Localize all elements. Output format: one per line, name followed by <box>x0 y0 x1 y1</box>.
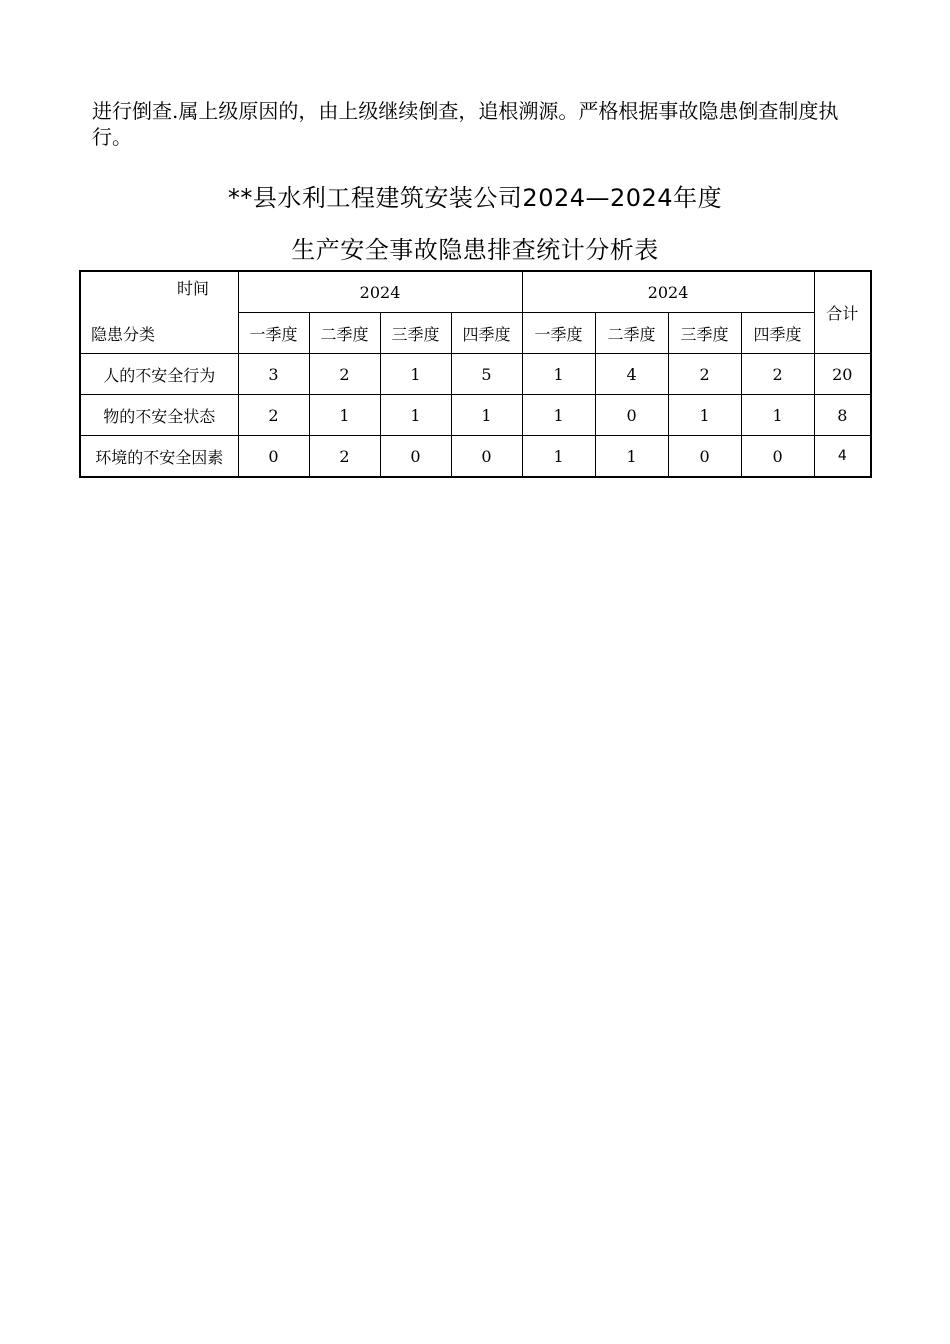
table-cell: 4 <box>595 354 668 395</box>
quarter-header: 二季度 <box>595 313 668 354</box>
table-cell: 1 <box>595 436 668 478</box>
hazard-statistics-table <box>79 270 872 478</box>
table-cell: 1 <box>522 395 595 436</box>
table-cell: 0 <box>380 436 451 478</box>
corner-category-label: 隐患分类 <box>91 325 156 344</box>
row-total-cell: 4 <box>814 436 871 478</box>
table-cell: 0 <box>668 436 741 478</box>
table-cell: 2 <box>741 354 814 395</box>
corner-time-label: 时间 <box>177 279 210 298</box>
table-cell: 1 <box>668 395 741 436</box>
table-cell: 0 <box>238 436 309 478</box>
table-cell: 2 <box>668 354 741 395</box>
quarter-header: 二季度 <box>309 313 380 354</box>
table-cell: 1 <box>741 395 814 436</box>
table-cell: 0 <box>595 395 668 436</box>
intro-paragraph: 进行倒查.属上级原因的，由上级继续倒查，追根溯源。严格根据事故隐患倒查制度执行。 <box>92 99 839 149</box>
table-cell: 5 <box>451 354 522 395</box>
table-header-row-years <box>80 271 871 313</box>
year-group-header: 2024 <box>522 271 814 313</box>
table-cell: 1 <box>522 436 595 478</box>
report-title-line2: 生产安全事故隐患排查统计分析表 <box>291 236 659 264</box>
year-group-header: 2024 <box>238 271 522 313</box>
table-cell: 2 <box>238 395 309 436</box>
row-category-label: 环境的不安全因素 <box>80 436 238 478</box>
row-category-label: 物的不安全状态 <box>80 395 238 436</box>
table-cell: 1 <box>451 395 522 436</box>
table-row <box>80 436 871 478</box>
quarter-header: 四季度 <box>741 313 814 354</box>
table-cell: 0 <box>741 436 814 478</box>
row-total-cell: 20 <box>814 354 871 395</box>
quarter-header: 三季度 <box>668 313 741 354</box>
table-cell: 1 <box>309 395 380 436</box>
table-row <box>80 354 871 395</box>
quarter-header: 一季度 <box>522 313 595 354</box>
table-row <box>80 395 871 436</box>
quarter-header: 四季度 <box>451 313 522 354</box>
total-column-header: 合计 <box>814 271 871 354</box>
table-cell: 0 <box>451 436 522 478</box>
table-cell: 2 <box>309 354 380 395</box>
table-cell: 1 <box>522 354 595 395</box>
quarter-header: 三季度 <box>380 313 451 354</box>
corner-header-cell <box>80 271 238 354</box>
row-total-cell: 8 <box>814 395 871 436</box>
table-cell: 3 <box>238 354 309 395</box>
report-title-line1: **县水利工程建筑安装公司2024—2024年度 <box>227 184 723 212</box>
row-category-label: 人的不安全行为 <box>80 354 238 395</box>
quarter-header: 一季度 <box>238 313 309 354</box>
table-cell: 2 <box>309 436 380 478</box>
table-cell: 1 <box>380 395 451 436</box>
table-cell: 1 <box>380 354 451 395</box>
